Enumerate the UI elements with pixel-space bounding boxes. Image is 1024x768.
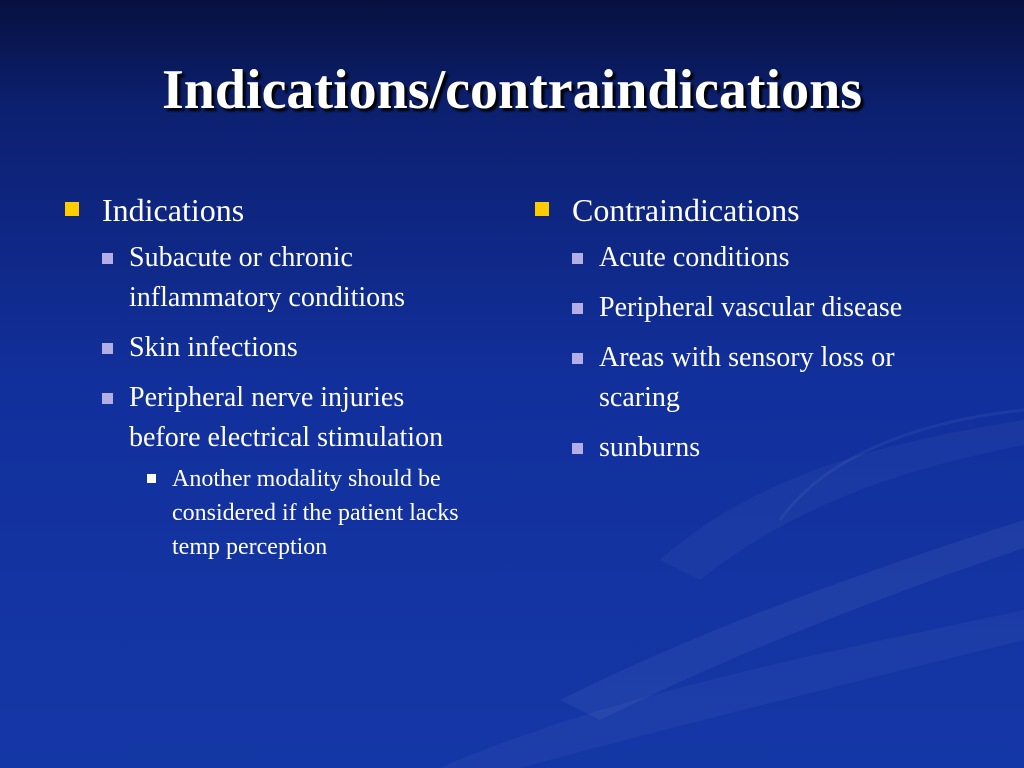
list-item xyxy=(572,338,980,418)
list-item xyxy=(102,328,480,368)
list-item xyxy=(572,428,980,468)
square-bullet-icon xyxy=(572,353,583,364)
contraindications-list xyxy=(530,238,980,468)
list-item-text: Peripheral vascular disease xyxy=(599,292,903,323)
list-item xyxy=(102,378,480,564)
square-bullet-icon xyxy=(102,343,113,354)
square-bullet-icon xyxy=(102,393,113,404)
square-bullet-icon xyxy=(572,253,583,264)
indications-heading-label: Indications xyxy=(102,192,245,228)
indications-heading xyxy=(60,188,480,232)
sub-list-item-text: Another modality should be considered if the patient lacks temp perception xyxy=(172,466,459,560)
slide-title: Indications/contraindications xyxy=(161,59,863,121)
sub-list xyxy=(129,462,480,564)
list-item xyxy=(572,238,980,278)
square-bullet-icon xyxy=(102,253,113,264)
list-item xyxy=(102,238,480,318)
list-item-text: Peripheral nerve injuries before electrical stimulation xyxy=(129,382,444,453)
list-item-text: sunburns xyxy=(599,432,701,463)
indications-list xyxy=(60,238,480,564)
list-item-text: Subacute or chronic inflammatory conditions xyxy=(129,242,406,313)
list-item xyxy=(572,288,980,328)
square-bullet-icon xyxy=(147,474,156,483)
list-item-text: Areas with sensory loss or scaring xyxy=(599,342,895,413)
square-bullet-icon xyxy=(572,303,583,314)
indications-column xyxy=(60,188,480,574)
square-bullet-icon xyxy=(535,202,549,216)
square-bullet-icon xyxy=(65,202,79,216)
square-bullet-icon xyxy=(572,443,583,454)
contraindications-heading-label: Contraindications xyxy=(572,192,800,228)
list-item-text: Acute conditions xyxy=(599,242,790,273)
contraindications-column xyxy=(530,188,980,478)
contraindications-heading xyxy=(530,188,980,232)
sub-list-item xyxy=(147,462,480,564)
list-item-text: Skin infections xyxy=(129,332,298,363)
